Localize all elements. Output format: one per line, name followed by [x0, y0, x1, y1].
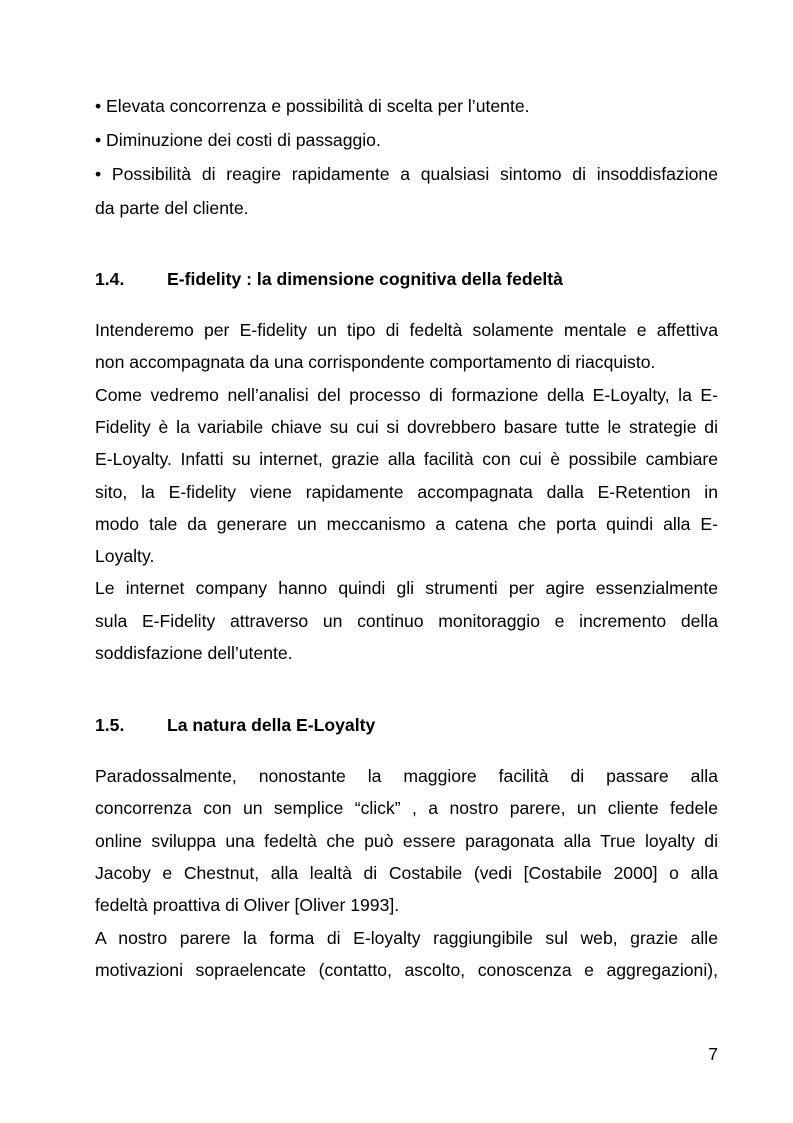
paragraph-line: motivazioni sopraelencate (contatto, ascolto, conoscenza e aggregazioni),: [95, 960, 718, 980]
paragraph-line: Fidelity è la variabile chiave su cui si dovrebbero basare tutte le strategie di: [95, 417, 718, 437]
bullet-item-competition: • Elevata concorrenza e possibilità di scelta per l’utente.: [95, 96, 530, 116]
paragraph-line: non accompagnata da una corrispondente comportamento di riacquisto.: [95, 352, 656, 372]
paragraph-line: Le internet company hanno quindi gli strumenti per agire essenzialmente: [95, 578, 718, 598]
paragraph-line: concorrenza con un semplice “click” , a nostro parere, un cliente fedele: [95, 798, 718, 818]
paragraph-line: Loyalty.: [95, 546, 155, 566]
section-number: 1.4.: [95, 269, 125, 289]
paragraph-line: sula E-Fidelity attraverso un continuo monitoraggio e incremento della: [95, 611, 718, 631]
section-number: 1.5.: [95, 715, 125, 735]
section-title: E-fidelity : la dimensione cognitiva della fedeltà: [167, 269, 563, 289]
paragraph-line: online sviluppa una fedeltà che può essere paragonata alla True loyalty di: [95, 831, 718, 851]
page-number: 7: [708, 1044, 718, 1064]
bullet-item-react-line-2: da parte del cliente.: [95, 198, 249, 218]
paragraph-line: Jacoby e Chestnut, alla lealtà di Costabile (vedi [Costabile 2000] o alla: [95, 863, 718, 883]
paragraph-line: E-Loyalty. Infatti su internet, grazie alla facilità con cui è possibile cambiare: [95, 449, 718, 469]
bullet-item-switching-costs: • Diminuzione dei costi di passaggio.: [95, 130, 381, 150]
paragraph-line: modo tale da generare un meccanismo a catena che porta quindi alla E-: [95, 514, 718, 534]
section-title: La natura della E-Loyalty: [167, 715, 376, 735]
bullet-item-react-line-1: • Possibilità di reagire rapidamente a qualsiasi sintomo di insoddisfazione: [95, 164, 718, 184]
paragraph-line: soddisfazione dell’utente.: [95, 643, 293, 663]
paragraph-line: A nostro parere la forma di E-loyalty raggiungibile sul web, grazie alle: [95, 928, 718, 948]
paragraph-line: Come vedremo nell’analisi del processo di formazione della E-Loyalty, la E-: [95, 385, 718, 405]
paragraph-line: Intenderemo per E-fidelity un tipo di fedeltà solamente mentale e affettiva: [95, 320, 718, 340]
paragraph-line: fedeltà proattiva di Oliver [Oliver 1993].: [95, 895, 400, 915]
paragraph-line: sito, la E-fidelity viene rapidamente accompagnata dalla E-Retention in: [95, 482, 718, 502]
paragraph-line: Paradossalmente, nonostante la maggiore facilità di passare alla: [95, 766, 718, 786]
